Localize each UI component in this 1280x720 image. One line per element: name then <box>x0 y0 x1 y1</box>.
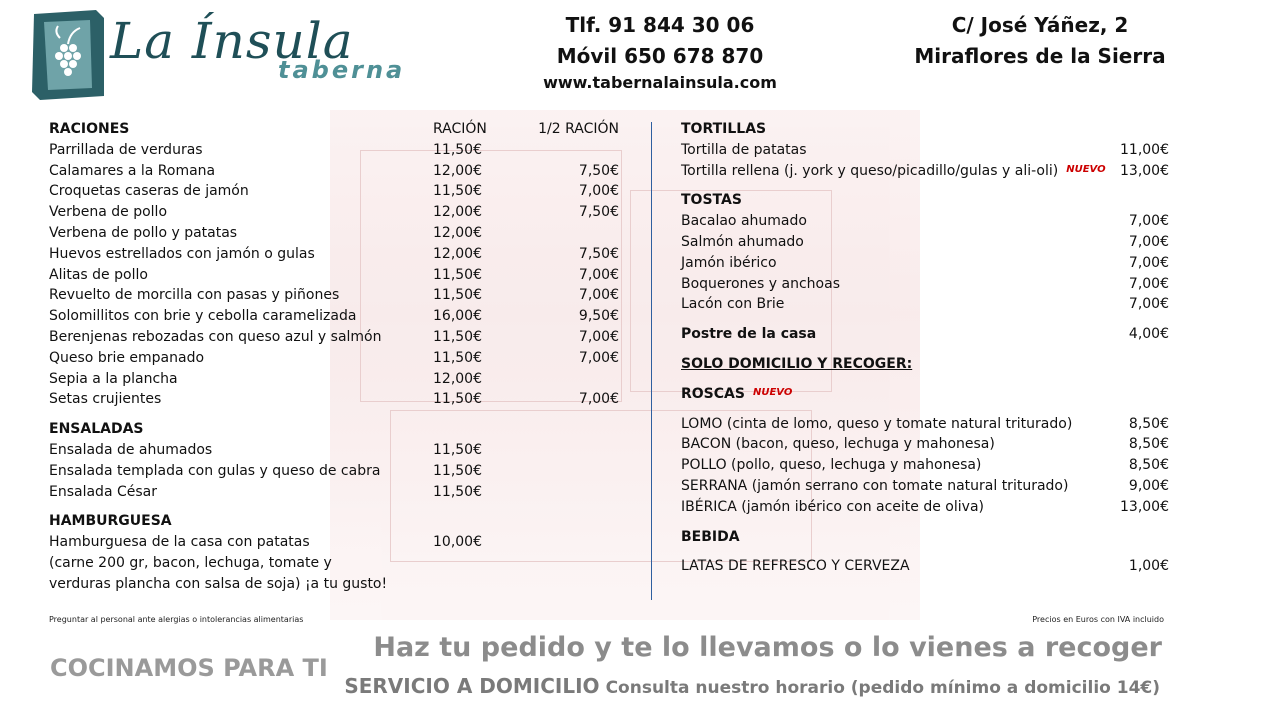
item-price: 7,00€ <box>1128 275 1169 292</box>
bebida-title: BEBIDA <box>681 528 740 545</box>
item-price: 11,50€ <box>433 441 482 458</box>
item-name: Lacón con Brie <box>681 296 785 313</box>
menu-item <box>681 161 1169 182</box>
item-price: 11,00€ <box>1120 141 1169 158</box>
item-name: Alitas de pollo <box>49 266 148 283</box>
item-price: 10,00€ <box>433 534 482 551</box>
item-price: 11,50€ <box>433 328 482 345</box>
menu-item <box>49 369 625 390</box>
item-name: Ensalada de ahumados <box>49 441 213 458</box>
slogan: COCINAMOS PARA TI <box>50 654 328 682</box>
item-price: 7,00€ <box>578 349 619 366</box>
item-price: 7,00€ <box>578 266 619 283</box>
item-price: 1,00€ <box>1128 558 1169 575</box>
menu-item <box>49 348 625 369</box>
delivery-title: SERVICIO A DOMICILIO <box>344 674 600 698</box>
item-name: Revuelto de morcilla con pasas y piñones <box>49 287 340 304</box>
item-name: Jamón ibérico <box>681 254 777 271</box>
item-name: Verbena de pollo <box>49 204 168 221</box>
item-name: Calamares a la Romana <box>49 162 216 179</box>
menu-item <box>681 434 1169 455</box>
item-price: 9,00€ <box>1128 477 1169 494</box>
item-description: (carne 200 gr, bacon, lechuga, tomate y <box>49 554 332 571</box>
menu-item <box>49 532 625 553</box>
menu-item <box>49 140 625 161</box>
item-price: 4,00€ <box>1128 326 1169 343</box>
right-menu-column <box>681 119 1169 577</box>
item-price: 7,00€ <box>1128 296 1169 313</box>
item-price: 12,00€ <box>433 204 482 221</box>
contact-phones <box>520 10 800 94</box>
menu-item <box>681 232 1169 253</box>
left-menu-column <box>49 119 625 595</box>
logo-name: La Ínsula <box>110 12 354 70</box>
new-badge: NUEVO <box>1066 163 1106 175</box>
raciones-header <box>49 119 625 140</box>
item-price: 11,50€ <box>433 483 482 500</box>
item-price: 11,50€ <box>433 287 482 304</box>
column-divider <box>651 122 652 600</box>
item-name: POLLO (pollo, queso, lechuga y mahonesa) <box>681 457 982 474</box>
item-price: 7,00€ <box>1128 213 1169 230</box>
item-name: Salmón ahumado <box>681 233 804 250</box>
menu-item <box>49 202 625 223</box>
logo-subtitle: taberna <box>278 56 406 84</box>
item-name: BACON (bacon, queso, lechuga y mahonesa) <box>681 436 995 453</box>
menu-item <box>49 482 625 503</box>
menu-item <box>681 294 1169 315</box>
section-title: ROSCAS <box>681 385 745 402</box>
item-name: Parrillada de verduras <box>49 141 203 158</box>
menu-item <box>49 327 625 348</box>
menu-item <box>681 211 1169 232</box>
item-name: Hamburguesa de la casa con patatas <box>49 534 310 551</box>
delivery-subtitle: Consulta nuestro horario (pedido mínimo a domicilio 14€) <box>605 678 1160 698</box>
menu-item <box>49 461 625 482</box>
solo-domicilio-title: SOLO DOMICILIO Y RECOGER: <box>681 355 913 372</box>
item-price: 7,00€ <box>578 328 619 345</box>
item-price: 12,00€ <box>433 245 482 262</box>
menu-item <box>49 181 625 202</box>
ensaladas-title: ENSALADAS <box>49 421 144 438</box>
item-name: Huevos estrellados con jamón o gulas <box>49 245 315 262</box>
menu-item <box>49 440 625 461</box>
item-name: LATAS DE REFRESCO Y CERVEZA <box>681 558 910 575</box>
phone[interactable]: Tlf. 91 844 30 06 <box>565 13 755 37</box>
item-price: 7,00€ <box>578 183 619 200</box>
item-price: 9,50€ <box>578 308 619 325</box>
item-price: 7,00€ <box>1128 233 1169 250</box>
col-half-racion: 1/2 RACIÓN <box>538 121 619 137</box>
item-name: Verbena de pollo y patatas <box>49 224 238 241</box>
item-name: LOMO (cinta de lomo, queso y tomate natural triturado) <box>681 415 1073 432</box>
hamburguesa-title: HAMBURGUESA <box>49 513 172 530</box>
item-name: Ensalada César <box>49 483 157 500</box>
item-price: 11,50€ <box>433 183 482 200</box>
tostas-title: TOSTAS <box>681 192 742 209</box>
item-name: Postre de la casa <box>681 326 817 343</box>
item-price: 13,00€ <box>1120 162 1169 179</box>
item-name: Setas crujientes <box>49 391 162 408</box>
item-price: 11,50€ <box>433 391 482 408</box>
item-price: 16,00€ <box>433 308 482 325</box>
item-price: 12,00€ <box>433 162 482 179</box>
menu-item <box>49 265 625 286</box>
item-price: 12,00€ <box>433 370 482 387</box>
item-name: SERRANA (jamón serrano con tomate natural triturado) <box>681 477 1069 494</box>
address-street: C/ José Yáñez, 2 <box>951 13 1129 37</box>
item-price: 8,50€ <box>1128 457 1169 474</box>
delivery-line <box>344 674 1160 698</box>
address <box>900 10 1180 72</box>
item-price: 7,50€ <box>578 162 619 179</box>
item-name: Tortilla rellena (j. york y queso/picadillo/gulas y ali-oli) <box>681 162 1059 179</box>
prices-note: Precios en Euros con IVA incluido <box>1032 615 1164 624</box>
menu-item <box>681 476 1169 497</box>
item-name: Sepia a la plancha <box>49 370 178 387</box>
new-badge: NUEVO <box>752 386 793 398</box>
website-link[interactable]: www.tabernalainsula.com <box>543 73 777 92</box>
mobile[interactable]: Móvil 650 678 870 <box>556 44 764 68</box>
menu-item <box>49 285 625 306</box>
menu-item <box>681 140 1169 161</box>
menu-item <box>681 324 1169 345</box>
col-racion: RACIÓN <box>433 121 487 137</box>
tortillas-title: TORTILLAS <box>681 121 767 137</box>
order-headline: Haz tu pedido y te lo llevamos o lo vienes a recoger <box>373 632 1162 663</box>
menu-item <box>49 306 625 327</box>
item-name: Boquerones y anchoas <box>681 275 840 292</box>
item-price: 13,00€ <box>1120 498 1169 515</box>
item-price: 12,00€ <box>433 224 482 241</box>
item-price: 11,50€ <box>433 462 482 479</box>
item-price: 11,50€ <box>433 141 482 158</box>
item-name: Solomillitos con brie y cebolla caramelizada <box>49 308 357 325</box>
item-price: 7,00€ <box>578 287 619 304</box>
menu-item <box>49 389 625 410</box>
allergy-note: Preguntar al personal ante alergias o intolerancias alimentarias <box>49 615 304 624</box>
menu-item <box>681 274 1169 295</box>
item-price: 7,50€ <box>578 245 619 262</box>
item-name: Ensalada templada con gulas y queso de cabra <box>49 462 381 479</box>
item-name: Bacalao ahumado <box>681 213 807 230</box>
item-name: IBÉRICA (jamón ibérico con aceite de oliva) <box>681 498 984 515</box>
menu-item <box>49 244 625 265</box>
item-price: 8,50€ <box>1128 436 1169 453</box>
menu-item <box>681 556 1169 577</box>
menu-item <box>681 253 1169 274</box>
address-town: Miraflores de la Sierra <box>914 44 1166 68</box>
item-price: 7,00€ <box>1128 254 1169 271</box>
roscas-header <box>681 384 1169 405</box>
menu-item <box>681 497 1169 518</box>
menu-item <box>49 161 625 182</box>
grape-logo-icon <box>30 8 108 102</box>
item-name: Berenjenas rebozadas con queso azul y salmón <box>49 328 382 345</box>
menu-item <box>681 414 1169 435</box>
logo <box>30 8 430 108</box>
menu-item <box>49 223 625 244</box>
item-name: Queso brie empanado <box>49 349 205 366</box>
item-price: 8,50€ <box>1128 415 1169 432</box>
item-price: 11,50€ <box>433 266 482 283</box>
item-price: 11,50€ <box>433 349 482 366</box>
item-price: 7,50€ <box>578 204 619 221</box>
item-name: Tortilla de patatas <box>681 141 807 158</box>
section-title: RACIONES <box>49 121 130 137</box>
item-name: Croquetas caseras de jamón <box>49 183 249 200</box>
menu-item <box>681 455 1169 476</box>
item-price: 7,00€ <box>578 391 619 408</box>
item-description: verduras plancha con salsa de soja) ¡a tu gusto! <box>49 575 388 592</box>
